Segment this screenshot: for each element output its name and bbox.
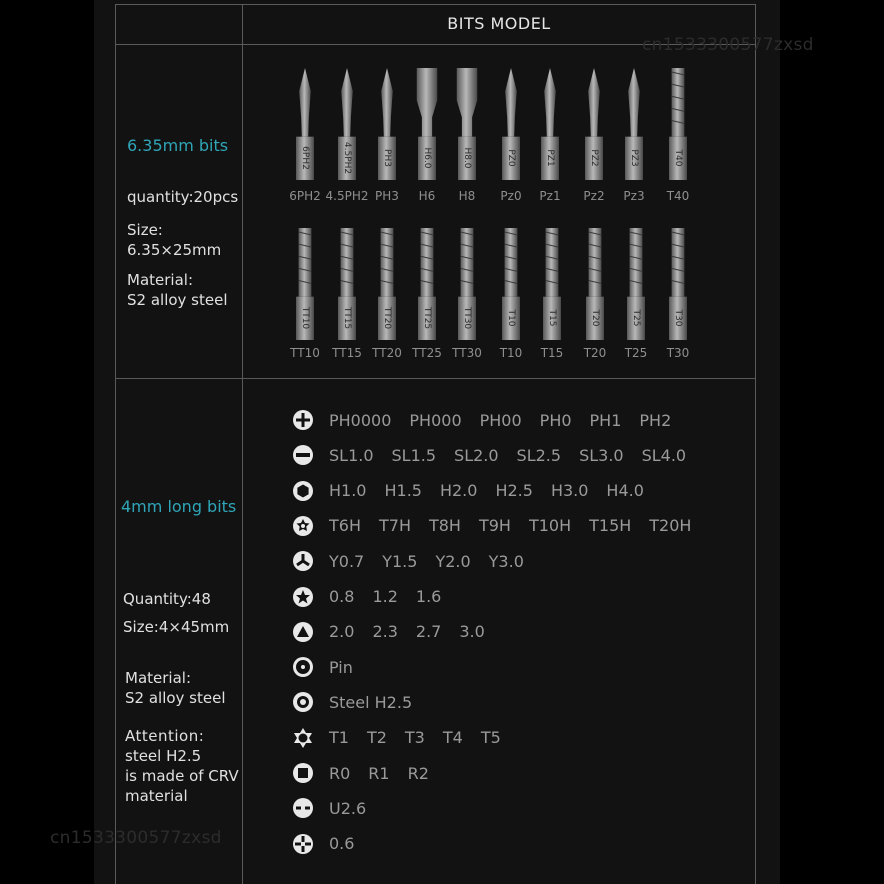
right-margin: [780, 0, 884, 884]
bit-label: TT30: [452, 346, 482, 360]
bit-size-list: [329, 728, 519, 747]
bit-engraving: H6.0: [422, 147, 432, 169]
screwdriver-bit: [578, 66, 610, 180]
bit-tip: [299, 228, 312, 297]
bit-size-item: R1: [368, 763, 390, 783]
bit-type-row: [292, 585, 459, 609]
screwdriver-bit: [331, 226, 363, 340]
bit-type-row: [292, 796, 384, 820]
bit-type-row: [292, 655, 371, 679]
bit-size-item: 1.2: [372, 587, 398, 606]
screwdriver-bit: [662, 226, 694, 340]
bit-label: Pz0: [500, 189, 522, 203]
bit-size-list: [329, 764, 447, 783]
attention-line: is made of CRV: [125, 767, 239, 785]
bit-size-item: 0.8: [329, 587, 355, 606]
section2-material-value: S2 alloy steel: [125, 689, 226, 707]
bit-size-item: Y2.0: [435, 551, 471, 571]
bit-engraving: PZ1: [545, 149, 555, 167]
bit-size-item: Y0.7: [329, 551, 365, 571]
bit-engraving: PZ0: [506, 149, 516, 167]
bit-tip: [417, 68, 437, 137]
bit-tip: [628, 68, 640, 137]
u-shape-icon: [292, 797, 314, 819]
square-icon: [292, 762, 314, 784]
bit-size-list: [329, 799, 384, 818]
bit-engraving: TT15: [342, 307, 352, 330]
bit-size-item: 0.6: [329, 834, 355, 854]
attention-line: steel H2.5: [125, 747, 202, 765]
bit-tip: [505, 68, 517, 137]
bit-label: Pz1: [539, 189, 561, 203]
bit-engraving: T25: [631, 309, 641, 327]
torx-icon: [292, 727, 314, 749]
section2-quantity: Quantity:48: [123, 590, 211, 608]
bit-type-row: [292, 479, 662, 503]
bit-size-item: 2.0: [329, 622, 355, 642]
section2-attention-label: Attention:: [125, 727, 205, 745]
bit-label: H6: [418, 189, 436, 203]
pin-icon: [292, 656, 314, 678]
bit-size-item: T1: [329, 728, 349, 748]
screwdriver-bit: [662, 66, 694, 180]
section1-size-label: Size:: [127, 221, 163, 239]
section2-material-label: Material:: [125, 669, 191, 687]
bit-engraving: 4.5PH2: [342, 142, 352, 175]
bit-size-item: H2.5: [495, 481, 533, 501]
bit-size-item: SL4.0: [641, 445, 687, 465]
phillips-icon: [292, 409, 314, 431]
bit-size-list: [329, 552, 542, 571]
bit-engraving: PH3: [382, 149, 392, 168]
bit-tip: [546, 228, 559, 297]
bit-type-row: [292, 726, 519, 750]
bit-size-item: PH000: [409, 410, 462, 430]
bit-engraving: T20: [590, 309, 600, 327]
bit-tip: [672, 228, 685, 297]
cross-icon: [292, 833, 314, 855]
bit-label: Pz2: [583, 189, 605, 203]
bit-tip: [299, 68, 311, 137]
bit-size-list: [329, 481, 662, 500]
bit-size-item: SL1.0: [329, 445, 374, 465]
screwdriver-bit: [495, 226, 527, 340]
screwdriver-bit: [495, 66, 527, 180]
bit-size-item: 1.6: [415, 587, 442, 606]
bit-label: PH3: [375, 189, 399, 203]
bit-engraving: T40: [673, 149, 683, 167]
bit-size-item: SL1.5: [391, 445, 437, 465]
bit-label: TT10: [290, 346, 320, 360]
bit-size-item: PH0000: [329, 410, 392, 430]
section1-material-value: S2 alloy steel: [127, 291, 228, 309]
screwdriver-bit: [451, 66, 483, 180]
screwdriver-bit: [411, 226, 443, 340]
triangle-icon: [292, 621, 314, 643]
bit-tip: [381, 68, 393, 137]
bit-label: T25: [624, 346, 648, 360]
bit-size-item: 2.3: [372, 622, 398, 642]
bit-size-item: Pin: [329, 657, 353, 677]
left-margin: [0, 0, 94, 884]
bit-size-item: SL2.5: [516, 445, 562, 465]
bit-size-list: [329, 446, 704, 465]
bit-size-list: [329, 587, 459, 606]
watermark: cn1533300577zxsd: [50, 828, 222, 848]
screwdriver-bit: [534, 66, 566, 180]
pentalobe-icon: [292, 586, 314, 608]
bit-tip: [672, 68, 685, 137]
bit-size-item: 3.0: [459, 622, 485, 642]
section1-heading: 6.35mm bits: [127, 136, 229, 155]
watermark: cn1533300577zxsd: [642, 35, 814, 55]
bit-tip: [381, 228, 394, 297]
bit-tip: [544, 68, 556, 137]
bit-label: 6PH2: [289, 189, 321, 203]
bit-type-row: [292, 443, 704, 467]
tri-wing-icon: [292, 550, 314, 572]
bit-type-row: [292, 690, 430, 714]
bit-size-item: SL3.0: [579, 445, 624, 465]
bit-size-item: T15H: [589, 516, 632, 536]
bit-label: Pz3: [623, 189, 645, 203]
section2-heading: 4mm long bits: [121, 497, 237, 516]
bit-engraving: PZ3: [629, 149, 639, 167]
bit-engraving: TT10: [300, 307, 310, 330]
screwdriver-bit: [289, 226, 321, 340]
bit-type-row: [292, 620, 503, 644]
table-border-right: [755, 4, 756, 884]
bit-label: H8: [458, 189, 476, 203]
bit-size-item: Y1.5: [382, 551, 418, 571]
screwdriver-bit: [331, 66, 363, 180]
hex-icon: [292, 480, 314, 502]
bit-tip: [505, 228, 518, 297]
bit-engraving: T15: [547, 309, 557, 327]
bit-engraving: TT30: [462, 307, 472, 330]
bit-label: TT25: [412, 346, 442, 360]
bit-label: TT15: [332, 346, 362, 360]
bit-tip: [341, 68, 353, 137]
table-header-title: BITS MODEL: [447, 14, 551, 33]
screwdriver-bit: [451, 226, 483, 340]
bit-label: T30: [666, 346, 690, 360]
bit-engraving: T10: [506, 309, 516, 327]
screwdriver-bit: [618, 66, 650, 180]
torx-security-icon: [292, 515, 314, 537]
bit-size-item: Y3.0: [488, 551, 524, 571]
bit-label: T20: [583, 346, 607, 360]
screwdriver-bit: [371, 226, 403, 340]
bit-type-row: [292, 832, 372, 856]
bit-size-item: T3: [404, 728, 425, 748]
bit-tip: [588, 68, 600, 137]
bit-engraving: TT25: [422, 307, 432, 330]
bit-size-item: PH2: [639, 410, 672, 430]
bit-size-item: T7H: [378, 516, 411, 536]
section1-material-label: Material:: [127, 271, 193, 289]
section-divider: [115, 378, 755, 379]
steel-hex-icon: [292, 691, 314, 713]
bit-size-item: H1.5: [384, 481, 422, 501]
bit-size-item: T9H: [478, 516, 511, 536]
bit-label: T10: [499, 346, 523, 360]
bit-size-item: H2.0: [439, 481, 478, 501]
bit-size-item: T4: [442, 728, 463, 748]
bit-label: T40: [666, 189, 690, 203]
bit-size-list: [329, 658, 371, 677]
bit-label: 4.5PH2: [325, 189, 369, 203]
bit-size-item: PH0: [539, 410, 572, 430]
bit-size-item: T5: [480, 728, 501, 748]
bit-type-row: [292, 549, 542, 573]
bit-label: TT20: [372, 346, 402, 360]
bit-type-row: [292, 514, 709, 538]
bit-type-row: [292, 761, 447, 785]
bit-tip: [341, 228, 354, 297]
bit-size-item: R2: [407, 763, 429, 783]
screwdriver-bit: [536, 226, 568, 340]
bit-engraving: T30: [673, 309, 683, 327]
bit-size-item: T20H: [649, 516, 692, 536]
bit-size-item: H3.0: [550, 481, 589, 501]
bit-size-item: H1.0: [329, 481, 367, 501]
table-border-left: [115, 4, 116, 884]
bit-label: T15: [540, 346, 564, 360]
screwdriver-bit: [411, 66, 443, 180]
screwdriver-bit: [371, 66, 403, 180]
bit-type-row: [292, 408, 689, 432]
bit-size-item: T8H: [428, 516, 461, 536]
bit-size-item: T6H: [329, 516, 361, 536]
section1-size-value: 6.35×25mm: [127, 241, 222, 259]
column-divider: [242, 4, 243, 884]
bit-size-item: T10H: [528, 516, 572, 536]
screwdriver-bit: [620, 226, 652, 340]
bit-engraving: TT20: [382, 307, 392, 330]
attention-line: material: [125, 787, 188, 805]
bit-size-item: U2.6: [329, 798, 367, 818]
bit-size-item: PH00: [479, 410, 522, 430]
section2-size: Size:4×45mm: [123, 618, 230, 636]
bit-size-item: 2.7: [415, 622, 442, 642]
bit-size-item: R0: [329, 763, 351, 783]
bit-size-item: H4.0: [606, 481, 644, 501]
screwdriver-bit: [579, 226, 611, 340]
section1-quantity: quantity:20pcs: [127, 188, 239, 206]
bit-size-item: PH1: [589, 410, 622, 430]
bit-size-list: [329, 693, 430, 712]
bit-size-list: [329, 516, 709, 535]
bit-size-item: T2: [366, 728, 387, 748]
bit-size-list: [329, 622, 503, 641]
bit-size-list: [329, 834, 372, 853]
bit-tip: [421, 228, 434, 297]
bit-tip: [589, 228, 602, 297]
bit-tip: [461, 228, 474, 297]
bit-engraving: PZ2: [589, 149, 599, 167]
bit-size-item: SL2.0: [454, 445, 499, 465]
bit-size-item: Steel H2.5: [329, 692, 413, 712]
bit-engraving: H8.0: [462, 147, 472, 169]
slotted-icon: [292, 444, 314, 466]
bit-engraving: 6PH2: [300, 146, 310, 171]
bit-tip: [457, 68, 477, 137]
screwdriver-bit: [289, 66, 321, 180]
bit-size-list: [329, 411, 689, 430]
bit-tip: [630, 228, 643, 297]
